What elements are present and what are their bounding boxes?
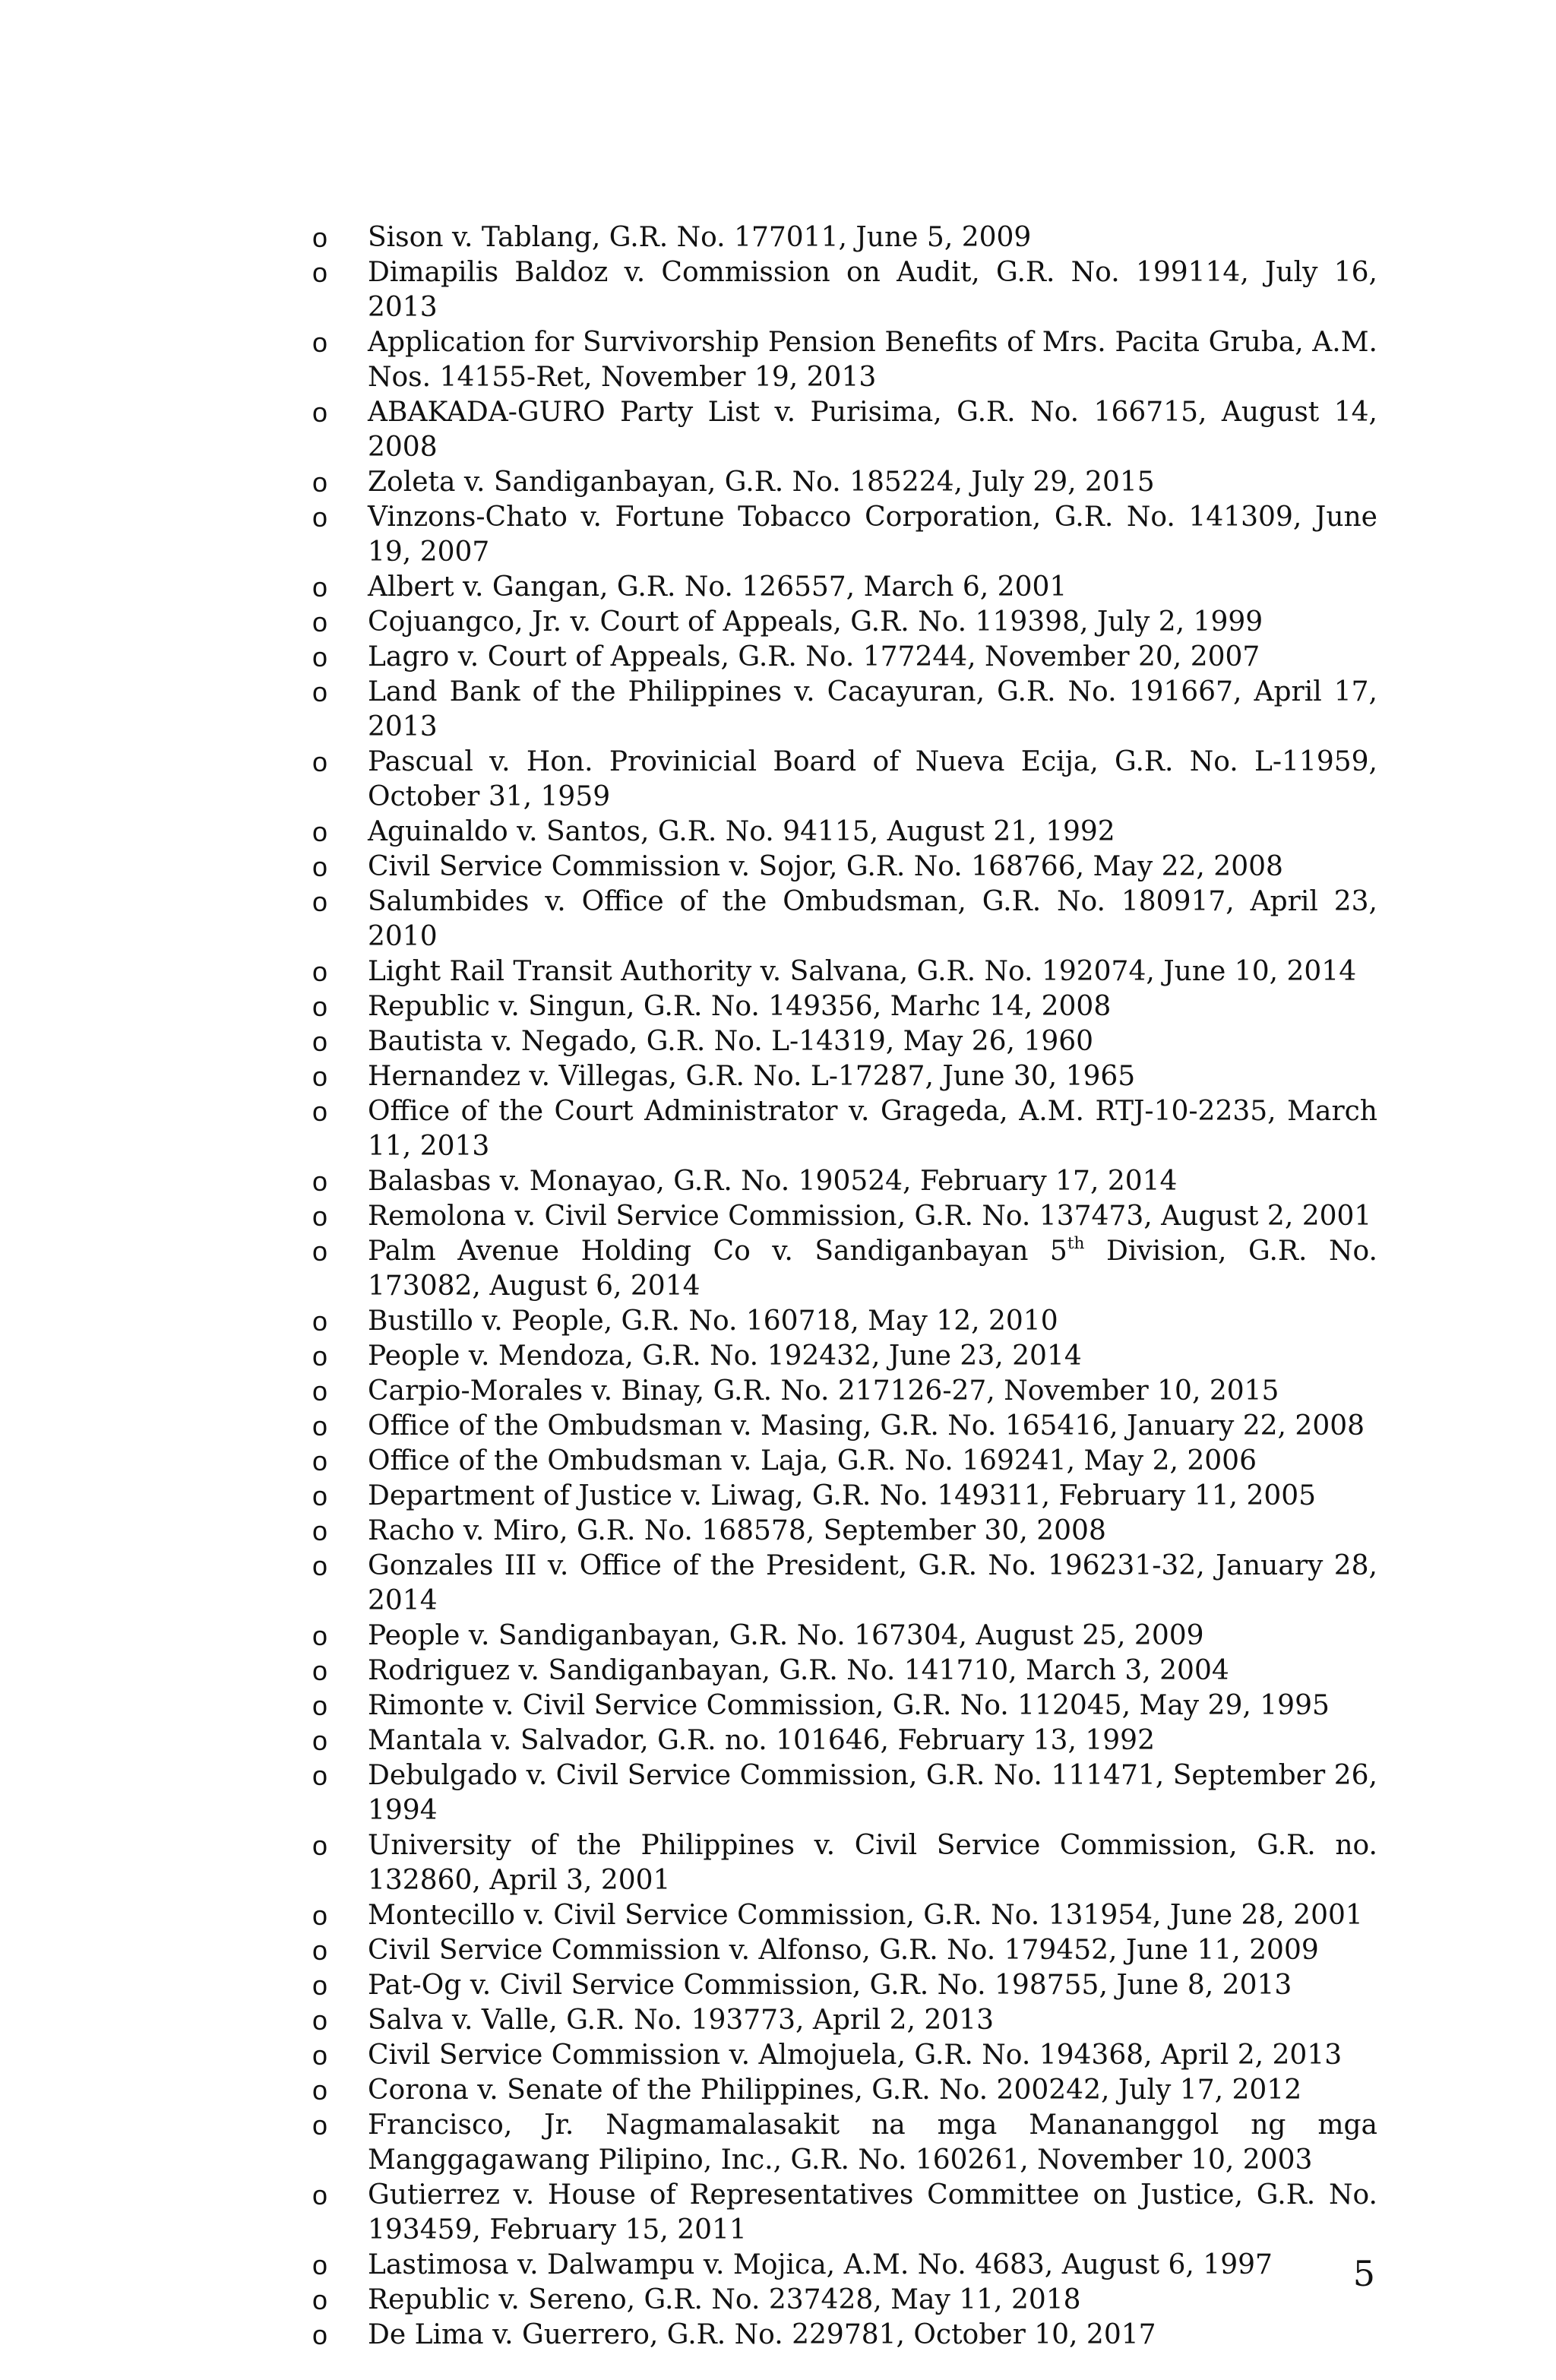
case-item xyxy=(312,1898,1377,1933)
case-item xyxy=(312,605,1377,640)
case-item xyxy=(312,2073,1377,2108)
bullet-icon: o xyxy=(312,1026,328,1057)
case-text: People v. Sandiganbayan, G.R. No. 167304, August 25, 2009 xyxy=(368,1620,1204,1651)
case-text: Corona v. Senate of the Philippines, G.R. No. 200242, July 17, 2012 xyxy=(368,2075,1302,2106)
case-text: Bautista v. Negado, G.R. No. L-14319, May 26, 1960 xyxy=(368,1026,1094,1057)
case-text: Debulgado v. Civil Service Commission, G.R. No. 111471, September 26, 1994 xyxy=(368,1760,1377,1826)
case-text: Hernandez v. Villegas, G.R. No. L-17287, June 30, 1965 xyxy=(368,1061,1136,1092)
case-item xyxy=(312,1409,1377,1444)
bullet-icon: o xyxy=(312,2249,328,2280)
bullet-icon: o xyxy=(312,1690,328,1721)
bullet-icon: o xyxy=(312,1166,328,1197)
case-text: Palm Avenue Holding Co v. Sandiganbayan 5th Division, G.R. No. 173082, August 6, 2014 xyxy=(368,1233,1377,1302)
case-text: Civil Service Commission v. Sojor, G.R. No. 168766, May 22, 2008 xyxy=(368,851,1283,882)
case-text: De Lima v. Guerrero, G.R. No. 229781, October 10, 2017 xyxy=(368,2319,1156,2350)
case-item xyxy=(312,1234,1377,1304)
bullet-icon: o xyxy=(312,1935,328,1966)
case-item xyxy=(312,1688,1377,1723)
case-text: Office of the Ombudsman v. Masing, G.R. No. 165416, January 22, 2008 xyxy=(368,1410,1365,1442)
case-item xyxy=(312,1339,1377,1374)
case-item xyxy=(312,2108,1377,2178)
case-item xyxy=(312,1304,1377,1339)
bullet-icon: o xyxy=(312,606,328,638)
bullet-icon: o xyxy=(312,2040,328,2071)
case-item xyxy=(312,2038,1377,2073)
case-item xyxy=(312,989,1377,1024)
bullet-icon: o xyxy=(312,1550,328,1581)
case-item xyxy=(312,745,1377,815)
case-text: Lastimosa v. Dalwampu v. Mojica, A.M. No. 4683, August 6, 1997 xyxy=(368,2249,1273,2280)
case-item xyxy=(312,1933,1377,1968)
case-item xyxy=(312,1479,1377,1514)
case-item xyxy=(312,395,1377,465)
case-text: Mantala v. Salvador, G.R. no. 101646, February 13, 1992 xyxy=(368,1725,1155,1756)
bullet-icon: o xyxy=(312,1306,328,1337)
bullet-icon: o xyxy=(312,746,328,777)
case-text: University of the Philippines v. Civil Service Commission, G.R. no. 132860, April 3, 2001 xyxy=(368,1830,1377,1896)
case-list xyxy=(312,220,1377,2353)
bullet-icon: o xyxy=(312,851,328,882)
case-text: Republic v. Sereno, G.R. No. 237428, May 11, 2018 xyxy=(368,2284,1081,2315)
bullet-icon: o xyxy=(312,222,328,253)
case-item xyxy=(312,1968,1377,2003)
bullet-icon: o xyxy=(312,327,328,358)
bullet-icon: o xyxy=(312,816,328,847)
bullet-icon: o xyxy=(312,956,328,987)
case-text: Gutierrez v. House of Representatives Committee on Justice, G.R. No. 193459, February 15, 2011 xyxy=(368,2179,1377,2245)
bullet-icon: o xyxy=(312,1061,328,1092)
case-item xyxy=(312,1444,1377,1479)
case-item xyxy=(312,2318,1377,2353)
bullet-icon: o xyxy=(312,641,328,673)
case-text: Civil Service Commission v. Alfonso, G.R. No. 179452, June 11, 2009 xyxy=(368,1935,1319,1966)
case-text: Aguinaldo v. Santos, G.R. No. 94115, August 21, 1992 xyxy=(368,816,1115,847)
case-text: Office of the Court Administrator v. Grageda, A.M. RTJ-10-2235, March 11, 2013 xyxy=(368,1096,1377,1162)
case-text: Salva v. Valle, G.R. No. 193773, April 2, 2013 xyxy=(368,2005,994,2036)
case-text: Dimapilis Baldoz v. Commission on Audit, G.R. No. 199114, July 16, 2013 xyxy=(368,257,1377,323)
case-text: Zoleta v. Sandiganbayan, G.R. No. 185224, July 29, 2015 xyxy=(368,467,1155,498)
case-text: Racho v. Miro, G.R. No. 168578, September 30, 2008 xyxy=(368,1515,1106,1546)
bullet-icon: o xyxy=(312,2075,328,2106)
bullet-icon: o xyxy=(312,1445,328,1476)
bullet-icon: o xyxy=(312,1096,328,1127)
case-item xyxy=(312,675,1377,745)
bullet-icon: o xyxy=(312,1830,328,1861)
case-item xyxy=(312,1374,1377,1409)
case-item xyxy=(312,1619,1377,1654)
case-text: Office of the Ombudsman v. Laja, G.R. No. 169241, May 2, 2006 xyxy=(368,1445,1257,1476)
case-item xyxy=(312,1059,1377,1094)
case-text: Carpio-Morales v. Binay, G.R. No. 217126-27, November 10, 2015 xyxy=(368,1375,1279,1407)
bullet-icon: o xyxy=(312,1760,328,1791)
case-text: Gonzales III v. Office of the President, G.R. No. 196231-32, January 28, 2014 xyxy=(368,1550,1377,1616)
case-item xyxy=(312,815,1377,850)
case-item xyxy=(312,1164,1377,1199)
case-text: Pascual v. Hon. Provinicial Board of Nueva Ecija, G.R. No. L-11959, October 31, 1959 xyxy=(368,746,1377,812)
case-item xyxy=(312,1024,1377,1059)
case-text: Application for Survivorship Pension Benefits of Mrs. Pacita Gruba, A.M. Nos. 14155-Ret, November 19, 2013 xyxy=(368,327,1377,393)
case-item xyxy=(312,885,1377,954)
bullet-icon: o xyxy=(312,1236,328,1267)
case-text: Albert v. Gangan, G.R. No. 126557, March 6, 2001 xyxy=(368,571,1067,603)
case-text: Department of Justice v. Liwag, G.R. No. 149311, February 11, 2005 xyxy=(368,1480,1317,1511)
bullet-icon: o xyxy=(312,2109,328,2141)
case-item xyxy=(312,1514,1377,1549)
bullet-icon: o xyxy=(312,1900,328,1931)
bullet-icon: o xyxy=(312,1375,328,1407)
case-text: Rodriguez v. Sandiganbayan, G.R. No. 141710, March 3, 2004 xyxy=(368,1655,1229,1686)
bullet-icon: o xyxy=(312,397,328,428)
bullet-icon: o xyxy=(312,1515,328,1546)
bullet-icon: o xyxy=(312,2319,328,2350)
bullet-icon: o xyxy=(312,1655,328,1686)
bullet-icon: o xyxy=(312,1201,328,1232)
case-text: Light Rail Transit Authority v. Salvana, G.R. No. 192074, June 10, 2014 xyxy=(368,956,1357,987)
case-item xyxy=(312,1094,1377,1164)
page-number: 5 xyxy=(1352,2253,1375,2294)
case-item xyxy=(312,465,1377,500)
case-item xyxy=(312,640,1377,675)
case-item xyxy=(312,220,1377,255)
case-item xyxy=(312,2003,1377,2038)
bullet-icon: o xyxy=(312,502,328,533)
case-item xyxy=(312,2248,1377,2283)
bullet-icon: o xyxy=(312,2284,328,2315)
case-text: Bustillo v. People, G.R. No. 160718, May 12, 2010 xyxy=(368,1306,1058,1337)
case-item xyxy=(312,255,1377,325)
bullet-icon: o xyxy=(312,886,328,917)
case-text: ABAKADA-GURO Party List v. Purisima, G.R. No. 166715, August 14, 2008 xyxy=(368,397,1377,463)
case-text: Lagro v. Court of Appeals, G.R. No. 177244, November 20, 2007 xyxy=(368,641,1260,673)
case-item xyxy=(312,954,1377,989)
case-text: Civil Service Commission v. Almojuela, G.R. No. 194368, April 2, 2013 xyxy=(368,2040,1343,2071)
case-text: Vinzons-Chato v. Fortune Tobacco Corporation, G.R. No. 141309, June 19, 2007 xyxy=(368,502,1377,568)
bullet-icon: o xyxy=(312,1480,328,1511)
case-item xyxy=(312,850,1377,885)
case-item xyxy=(312,2178,1377,2248)
bullet-icon: o xyxy=(312,257,328,288)
bullet-icon: o xyxy=(312,467,328,498)
case-item xyxy=(312,570,1377,605)
case-item xyxy=(312,1549,1377,1619)
case-text: Montecillo v. Civil Service Commission, G.R. No. 131954, June 28, 2001 xyxy=(368,1900,1363,1931)
case-text: Salumbides v. Office of the Ombudsman, G.R. No. 180917, April 23, 2010 xyxy=(368,886,1377,952)
bullet-icon: o xyxy=(312,1620,328,1651)
case-item xyxy=(312,1828,1377,1898)
bullet-icon: o xyxy=(312,571,328,603)
bullet-icon: o xyxy=(312,1410,328,1442)
case-text: Land Bank of the Philippines v. Cacayuran, G.R. No. 191667, April 17, 2013 xyxy=(368,676,1377,742)
case-item xyxy=(312,325,1377,395)
case-item xyxy=(312,1758,1377,1828)
case-text: Francisco, Jr. Nagmamalasakit na mga Manananggol ng mga Manggagawang Pilipino, Inc., G.R. No. 160261, November 10, 2003 xyxy=(368,2109,1377,2176)
case-text: Cojuangco, Jr. v. Court of Appeals, G.R. No. 119398, July 2, 1999 xyxy=(368,606,1263,638)
bullet-icon: o xyxy=(312,1725,328,1756)
bullet-icon: o xyxy=(312,2179,328,2211)
case-item xyxy=(312,2283,1377,2318)
bullet-icon: o xyxy=(312,1970,328,2001)
case-item xyxy=(312,500,1377,570)
case-text: Sison v. Tablang, G.R. No. 177011, June 5, 2009 xyxy=(368,222,1032,253)
case-text: Republic v. Singun, G.R. No. 149356, Marhc 14, 2008 xyxy=(368,991,1112,1022)
bullet-icon: o xyxy=(312,1340,328,1372)
bullet-icon: o xyxy=(312,991,328,1022)
case-item xyxy=(312,1654,1377,1688)
case-item xyxy=(312,1199,1377,1234)
bullet-icon: o xyxy=(312,2005,328,2036)
case-text: Remolona v. Civil Service Commission, G.R. No. 137473, August 2, 2001 xyxy=(368,1201,1372,1232)
bullet-icon: o xyxy=(312,676,328,707)
case-text: Balasbas v. Monayao, G.R. No. 190524, February 17, 2014 xyxy=(368,1166,1178,1197)
case-item xyxy=(312,1723,1377,1758)
case-text: Rimonte v. Civil Service Commission, G.R. No. 112045, May 29, 1995 xyxy=(368,1690,1330,1721)
case-text: People v. Mendoza, G.R. No. 192432, June 23, 2014 xyxy=(368,1340,1082,1372)
case-text: Pat-Og v. Civil Service Commission, G.R. No. 198755, June 8, 2013 xyxy=(368,1970,1292,2001)
